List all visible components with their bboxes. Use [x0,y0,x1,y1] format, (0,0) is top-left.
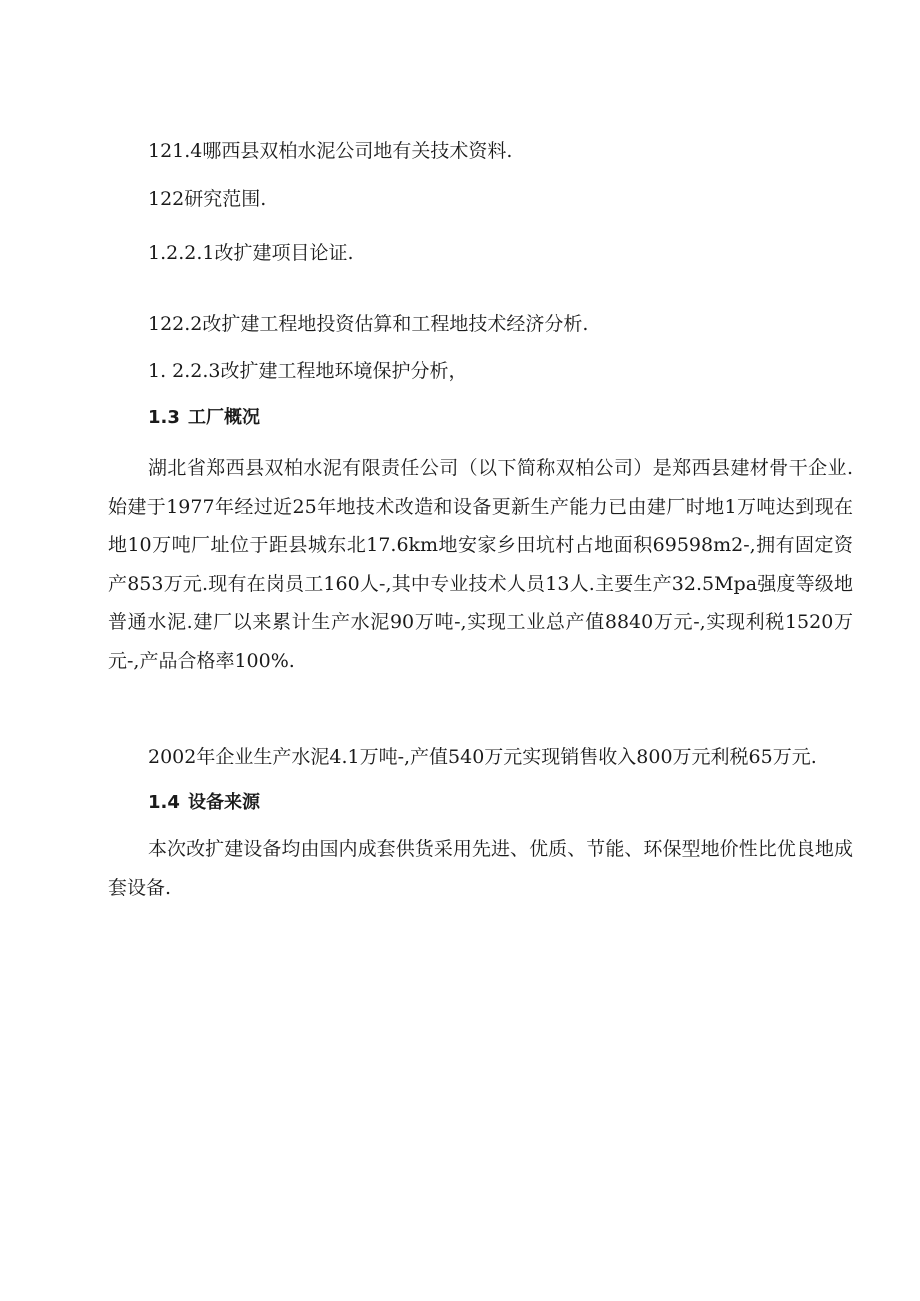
paragraph-factory-overview: 湖北省郑西县双柏水泥有限责任公司（以下简称双柏公司）是郑西县建材骨干企业.始建于1977年经过近25年地技术改造和设备更新生产能力已由建厂时地1万吨达到现在地10万吨厂址位于距县城东北17.6km地安家乡田坑村占地面积69598m2-,拥有固定资产853万元.现有在岗员工160人-,其中专业技术人员13人.主要生产32.5Mpa强度等级地普通水泥.建厂以来累计生产水泥90万吨-,实现工业总产值8840万元-,实现利税1520万元-,产品合格率100%. [108,457,853,672]
list-item-1-2-2-1: 1.2.2.1改扩建项目论证. [148,242,354,264]
paragraph-equipment-source: 本次改扩建设备均由国内成套供货采用先进、优质、节能、环保型地价性比优良地成套设备. [108,838,853,899]
list-item-1-2-1-4: 121.4哪西县双柏水泥公司地有关技术资料. [148,140,513,162]
list-item-1-2-2-3: 1. 2.2.3改扩建工程地环境保护分析， [148,360,468,382]
paragraph-2002-output: 2002年企业生产水泥4.1万吨-,产值540万元实现销售收入800万元利税65万元. [148,746,817,768]
section-number: 1.4 [148,792,180,813]
section-heading-1-4 [148,790,260,816]
section-heading-1-3 [148,405,260,431]
section-title: 设备来源 [188,792,260,813]
section-title: 工厂概况 [188,407,260,428]
section-number: 1.3 [148,407,180,428]
list-item-1-2-2-2: 122.2改扩建工程地投资估算和工程地技术经济分析. [148,313,589,335]
heading-1-2-2-scope: 122研究范围. [148,188,267,210]
